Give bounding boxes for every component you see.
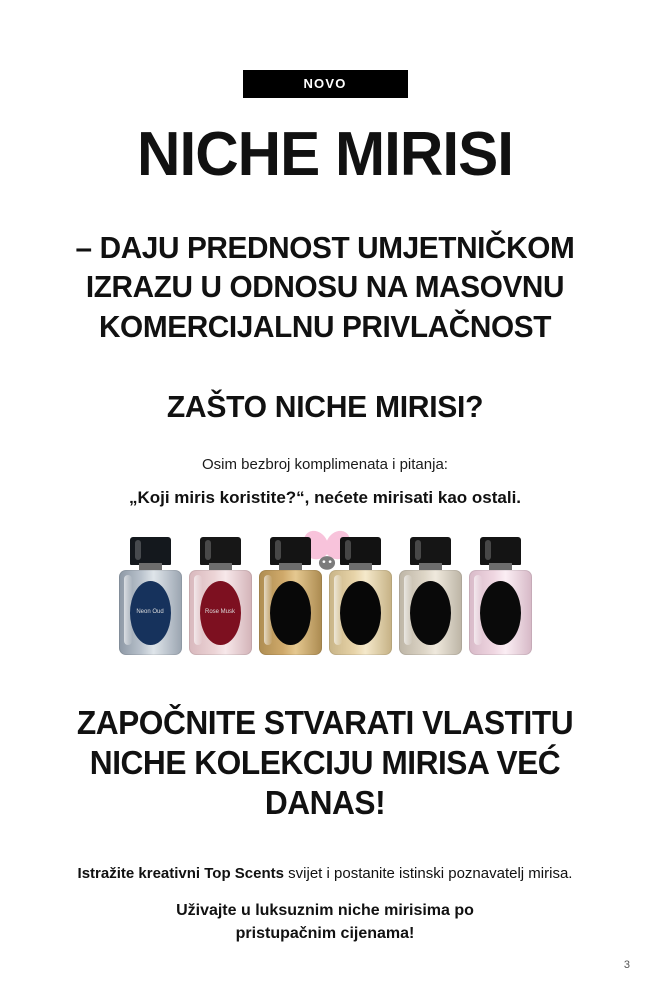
bottle-label (270, 581, 311, 645)
footer-brand-emphasis: Istražite kreativni Top Scents (77, 865, 284, 883)
bottle-label (130, 581, 171, 645)
bottle-cap (270, 537, 311, 565)
page-number: 3 (623, 959, 630, 971)
bottle-cap (340, 537, 381, 565)
bottle-item (259, 537, 322, 655)
footer-line-1-rest: svijet i postanite istinski poznavatelj mirisa. (284, 865, 573, 883)
bottle-label (410, 581, 451, 645)
page (0, 70, 650, 989)
footer-line-2-text: Uživajte u luksuznim niche mirisima po (176, 902, 474, 920)
bottle-row (0, 530, 650, 655)
bottle-cap (200, 537, 241, 565)
novo-badge: NOVO (243, 70, 408, 98)
bottle-label-text: Neon Oud (136, 609, 164, 616)
bottle-item (329, 537, 392, 655)
bottle-label (340, 581, 381, 645)
bottle-item (399, 537, 462, 655)
bottle-label-text: Rose Musk (204, 609, 235, 616)
bottle-item (119, 537, 182, 655)
bottle-label (200, 581, 241, 645)
page-subtitle: – DAJU PREDNOST UMJETNIČKOM IZRAZU U ODNOSU NA MASOVNU KOMERCIJALNU PRIVLAČNOST (75, 229, 575, 344)
bottle-item (469, 537, 532, 655)
call-to-action: ZAPOČNITE STVARATI VLASTITU NICHE KOLEKCIJU MIRISA VEĆ DANAS! (76, 703, 574, 822)
bottle-label (480, 581, 521, 645)
bottle-item (189, 537, 252, 655)
footer-line-2 (0, 899, 650, 945)
bottle-cap (130, 537, 171, 565)
bottle-cap (480, 537, 521, 565)
badge-container (0, 70, 650, 98)
section-question: ZAŠTO NICHE MIRISI? (166, 388, 484, 424)
section-lead: Osim bezbroj komplimenata i pitanja: (202, 455, 448, 473)
page-title: NICHE MIRISI (137, 120, 513, 189)
bottle-cap (410, 537, 451, 565)
section-quote: „Koji miris koristite?“, nećete mirisati kao ostali. (128, 487, 522, 507)
footer-line-3-text: pristupačnim cijenama! (235, 925, 415, 943)
footer-line-1 (0, 863, 650, 884)
